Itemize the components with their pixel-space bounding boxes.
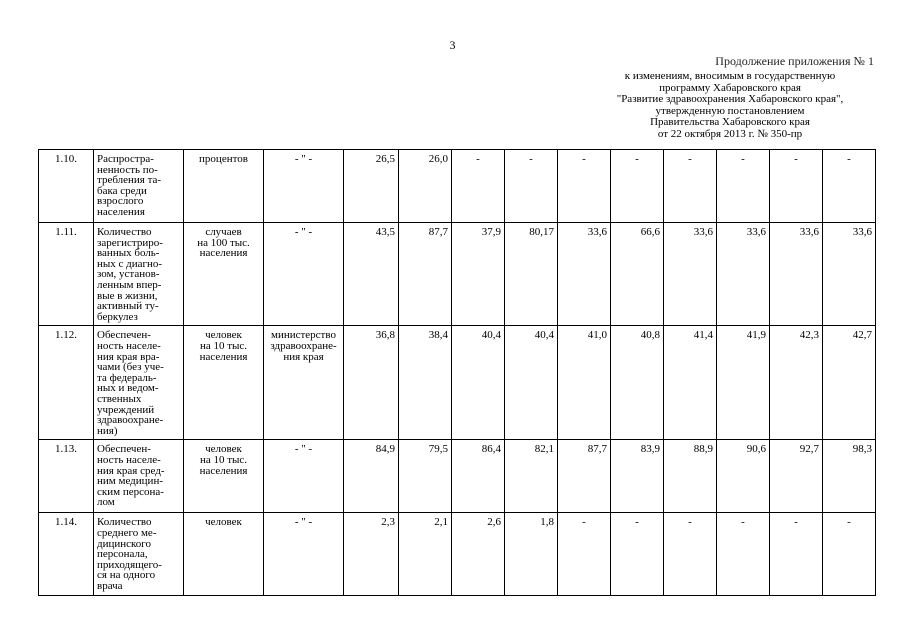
cell-line: ния края вра- [97,350,160,363]
value-cell: 41,4 [664,326,717,440]
indicator-name-cell [94,326,184,440]
responsible-cell [264,150,344,223]
value-cell: 2,6 [452,513,505,595]
responsible-cell [264,513,344,595]
table-row [39,513,876,595]
table-row [39,150,876,223]
cell-line: человек [205,443,242,456]
value-cell: - [664,513,717,595]
responsible-cell [264,326,344,440]
cell-line: учреждений [97,403,155,416]
cell-line: на 10 тыс. [199,339,248,352]
cell-line: дицинского [97,537,152,550]
value-cell: 84,9 [344,440,399,513]
value-cell: 42,7 [823,326,876,440]
cell-line: министерство [270,329,336,342]
unit-cell [184,150,264,223]
value-cell: - [505,150,558,223]
value-cell: 92,7 [770,440,823,513]
table-body [39,150,876,596]
cell-line: Количество [97,226,152,238]
cell-line: ность населе- [97,339,161,352]
value-cell: - [823,150,876,223]
row-number-cell: 1.11. [39,223,94,326]
cell-line: персонала, [97,548,148,561]
value-cell: 1,8 [505,513,558,595]
value-cell: 33,6 [664,223,717,326]
cell-line: населения [199,464,248,477]
cell-line: требления та- [97,174,162,187]
value-cell: - [717,150,770,223]
row-number-cell: 1.13. [39,440,94,513]
cell-line: Обеспечен- [97,329,151,342]
value-cell: 98,3 [823,440,876,513]
value-cell: 80,17 [505,223,558,326]
value-cell: 82,1 [505,440,558,513]
cell-line: ским персона- [97,485,164,498]
value-cell: 87,7 [558,440,611,513]
value-cell: 41,9 [717,326,770,440]
value-cell: 2,3 [344,513,399,595]
table-row [39,440,876,513]
cell-line: населения [97,205,145,218]
value-cell: - [717,513,770,595]
value-cell: 33,6 [717,223,770,326]
cell-line: врача [97,579,123,592]
indicators-table [38,149,876,596]
cell-line: бака среди [97,184,147,197]
value-cell: 66,6 [611,223,664,326]
cell-line: ния) [97,424,118,437]
value-cell: 86,4 [452,440,505,513]
cell-line: населения [199,350,248,363]
value-cell: 33,6 [823,223,876,326]
cell-line: взрослого [97,195,144,208]
value-cell: - [611,150,664,223]
value-cell: 83,9 [611,440,664,513]
cell-line: здравоохране- [97,414,164,427]
cell-line: ся на одного [97,569,156,582]
cell-line: населения [199,247,248,260]
header-line: утвержденную постановлением [655,104,805,117]
indicator-name-cell [94,513,184,595]
cell-line: ных и ведом- [97,382,159,395]
cell-line: Распростра- [97,153,154,165]
cell-line: приходящего- [97,558,162,571]
value-cell: - [770,513,823,595]
cell-line: - " - [294,443,313,456]
cell-line: случаев [205,226,242,238]
cell-line: Обеспечен- [97,443,151,456]
cell-line: ственных [97,392,142,405]
value-cell: 79,5 [399,440,452,513]
cell-line: активный ту- [97,300,159,313]
cell-line: на 100 тыс. [197,236,250,249]
cell-line: человек [205,329,242,342]
cell-line: здравоохране- [270,339,337,352]
cell-line: ния края [283,350,324,363]
value-cell: 38,4 [399,326,452,440]
cell-line: процентов [199,153,248,165]
cell-line: беркулез [97,310,138,323]
page-number: 3 [449,38,456,52]
cell-line: среднего ме- [97,526,157,539]
cell-line: лом [97,496,115,509]
cell-line: ния края сред- [97,464,165,477]
responsible-cell [264,440,344,513]
header-line: программу Хабаровского края [659,81,801,94]
cell-line: ных с диагно- [97,257,163,270]
cell-line: Количество [97,516,152,529]
row-number-cell: 1.12. [39,326,94,440]
value-cell: - [664,150,717,223]
cell-line: ность населе- [97,453,161,466]
value-cell: 36,8 [344,326,399,440]
continuation-caption: Продолжение приложения № 1 [715,54,874,68]
value-cell: - [611,513,664,595]
cell-line: ним медицин- [97,475,163,488]
unit-cell [184,513,264,595]
table-row [39,326,876,440]
value-cell: - [452,150,505,223]
indicator-name-cell [94,150,184,223]
header-line: к изменениям, вносимым в государственную [624,70,836,82]
cell-line: ленным впер- [97,278,162,291]
table-row [39,223,876,326]
value-cell: 90,6 [717,440,770,513]
value-cell: - [770,150,823,223]
value-cell: - [558,513,611,595]
unit-cell [184,326,264,440]
cell-line: ванных боль- [97,247,160,260]
row-number-cell: 1.14. [39,513,94,595]
value-cell: 26,0 [399,150,452,223]
value-cell: 26,5 [344,150,399,223]
value-cell: - [823,513,876,595]
cell-line: - " - [294,226,313,238]
value-cell: 33,6 [770,223,823,326]
cell-line: зарегистриро- [97,236,163,249]
value-cell: - [558,150,611,223]
value-cell: 88,9 [664,440,717,513]
appendix-header [560,71,900,140]
value-cell: 33,6 [558,223,611,326]
value-cell: 43,5 [344,223,399,326]
cell-line: ненность по- [97,163,158,176]
cell-line: зом, установ- [97,268,160,281]
row-number-cell: 1.10. [39,150,94,223]
header-line: от 22 октября 2013 г. № 350-пр [657,127,803,140]
unit-cell [184,223,264,326]
cell-line: чами (без уче- [97,361,164,374]
cell-line: на 10 тыс. [199,453,248,466]
indicator-name-cell [94,223,184,326]
cell-line: - " - [294,153,313,165]
value-cell: 41,0 [558,326,611,440]
header-line: Правительства Хабаровского края [650,116,810,128]
value-cell: 37,9 [452,223,505,326]
value-cell: 2,1 [399,513,452,595]
unit-cell [184,440,264,513]
value-cell: 40,8 [611,326,664,440]
cell-line: человек [205,516,242,529]
value-cell: 40,4 [505,326,558,440]
value-cell: 87,7 [399,223,452,326]
cell-line: та федераль- [97,371,157,384]
cell-line: вые в жизни, [97,289,158,302]
header-line: "Развитие здравоохранения Хабаровского края", [616,93,844,105]
indicator-name-cell [94,440,184,513]
value-cell: 42,3 [770,326,823,440]
cell-line: - " - [294,516,313,529]
value-cell: 40,4 [452,326,505,440]
responsible-cell [264,223,344,326]
